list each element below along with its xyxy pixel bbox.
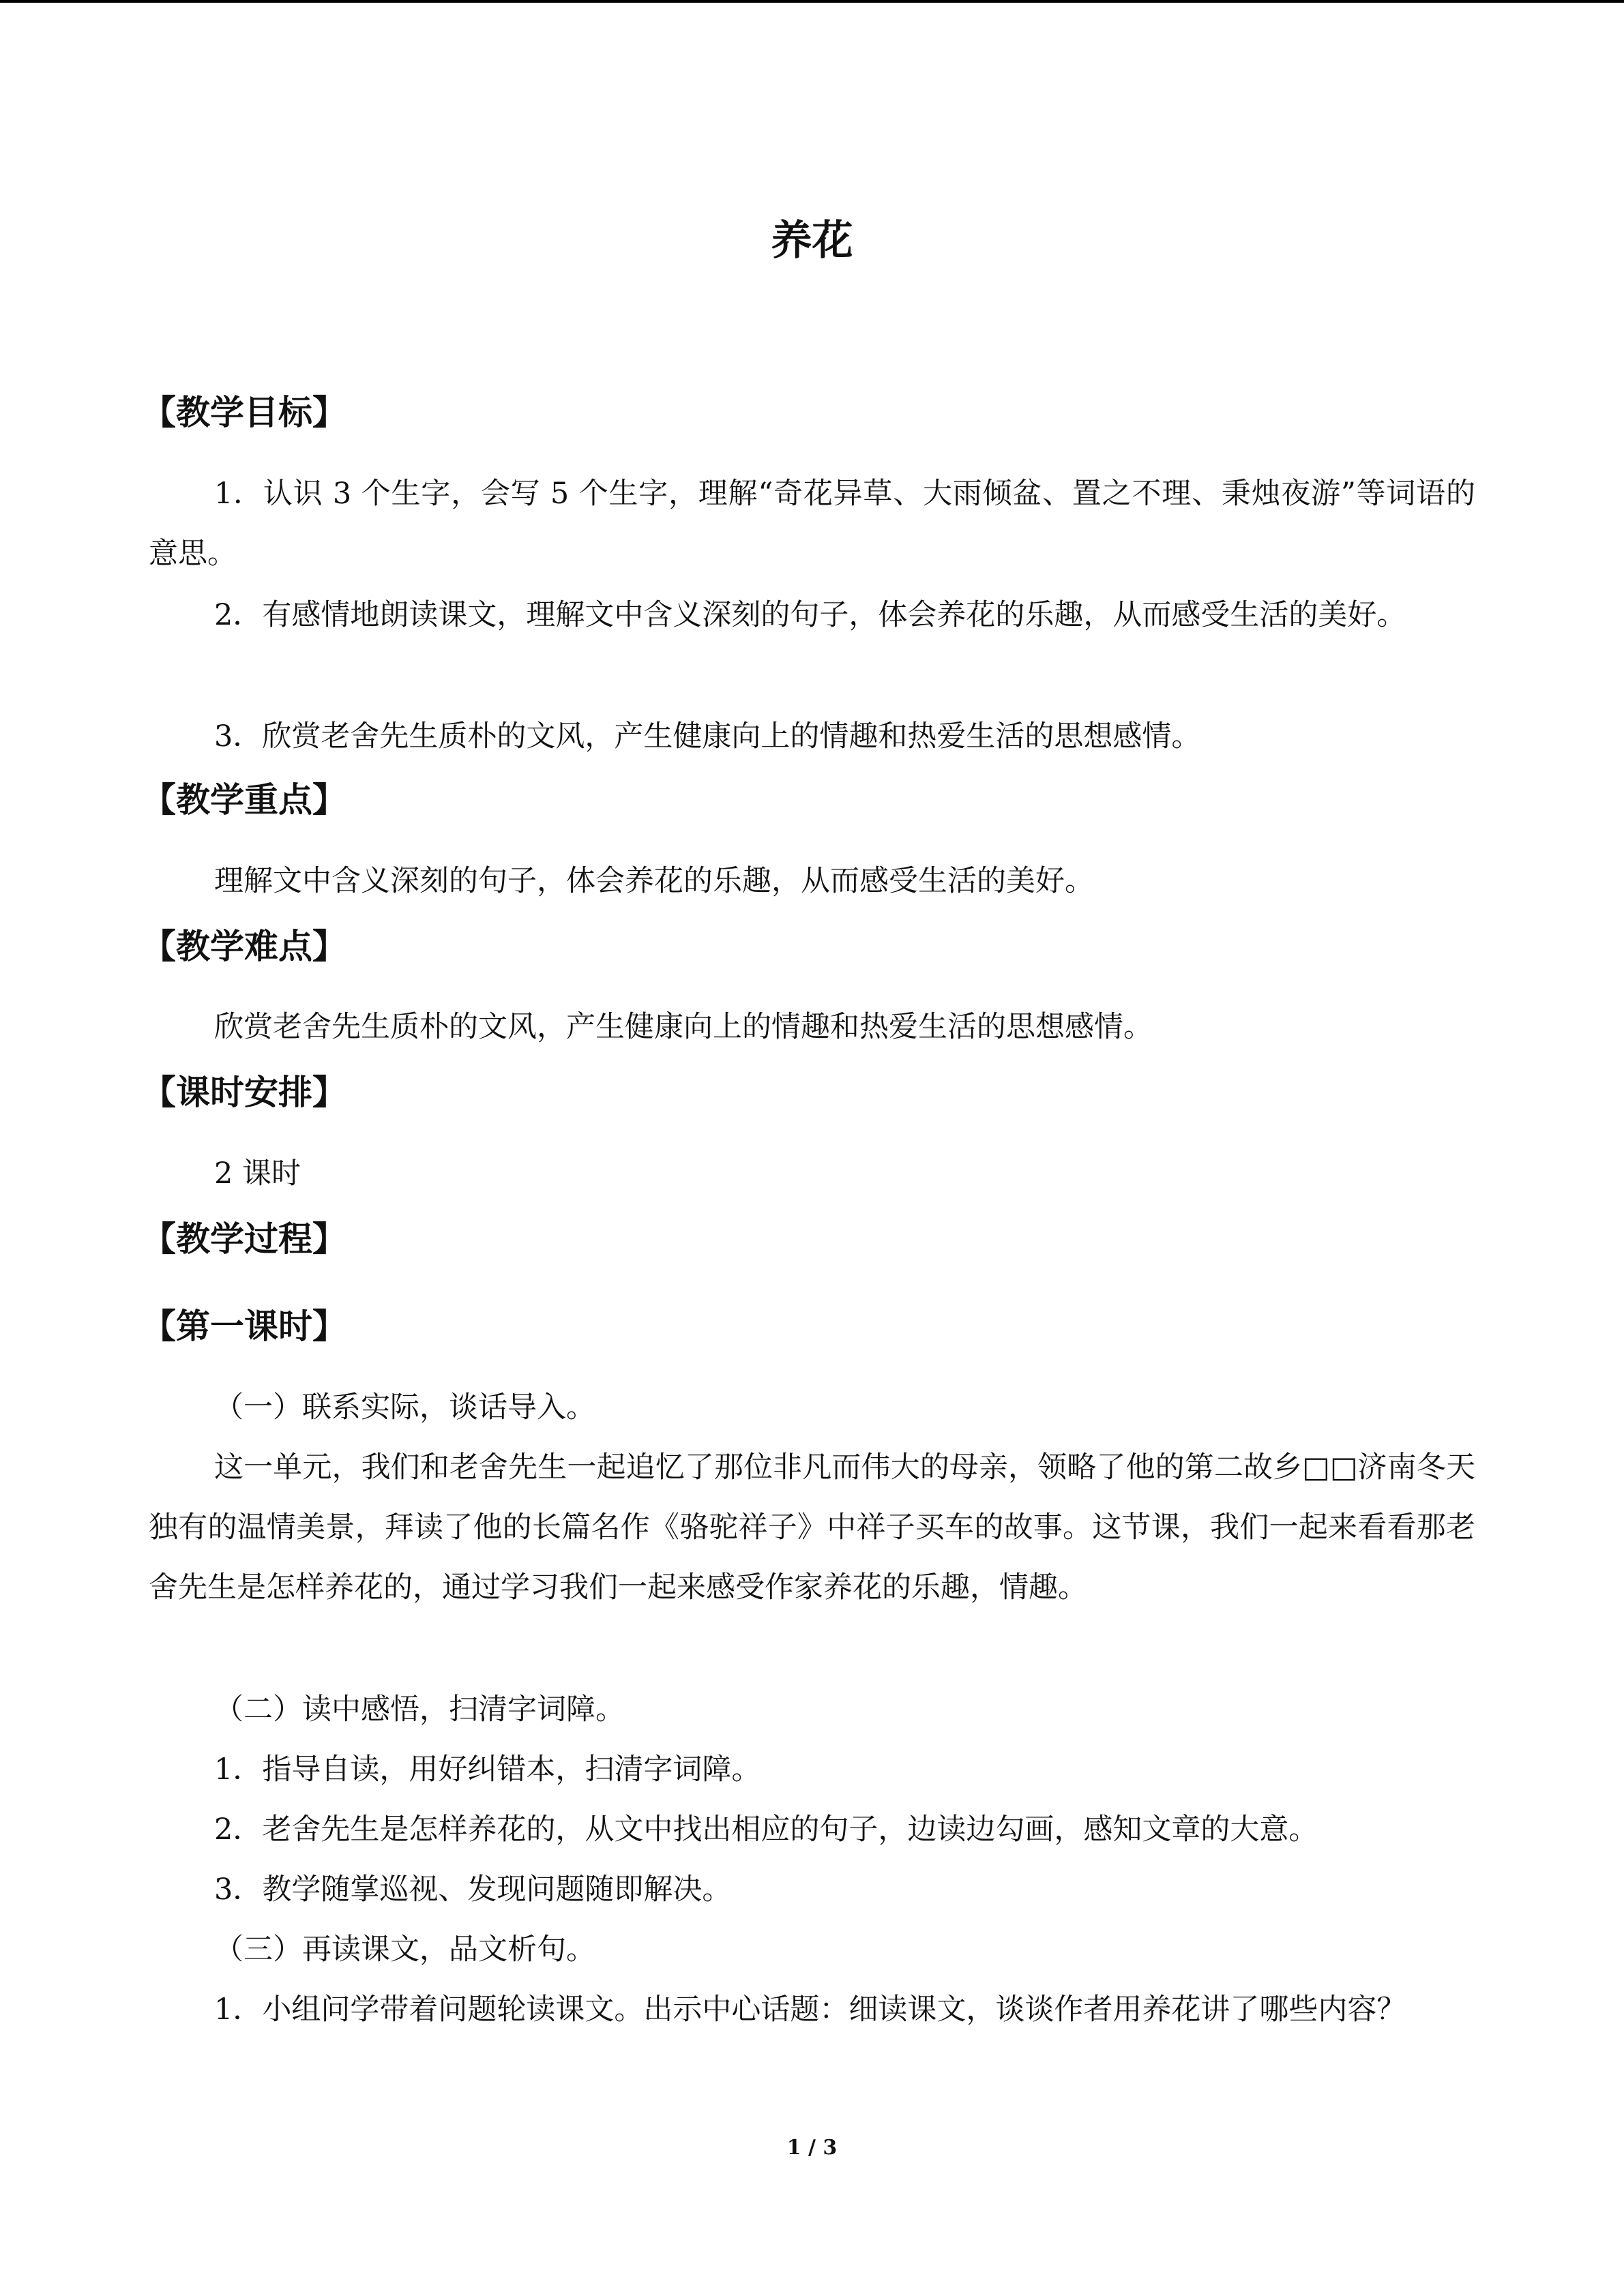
heading-lesson-one: 【第一课时】 [142,1307,346,1346]
lesson-step-2-item-2: 2．老舍先生是怎样养花的，从文中找出相应的句子，边读边勾画，感知文章的大意。 [214,1813,1318,1847]
heading-objectives: 【教学目标】 [142,393,346,432]
schedule-text: 2 课时 [214,1157,301,1191]
heading-key-points: 【教学重点】 [142,780,346,820]
lesson-step-2-item-3: 3．教学随掌巡视、发现问题随即解决。 [214,1873,732,1907]
document-title: 养花 [771,217,853,265]
objective-item-2: 2．有感情地朗读课文，理解文中含义深刻的句子，体会养花的乐趣，从而感受生活的美好。 [214,598,1406,632]
objective-item-1: 1．认识 3 个生字，会写 5 个生字，理解“奇花异草、大雨倾盆、置之不理、秉烛夜游”等词语的意思。 [149,477,1475,571]
key-points-text: 理解文中含义深刻的句子，体会养花的乐趣，从而感受生活的美好。 [214,864,1094,898]
lesson-step-3-item-1: 1．小组问学带着问题轮读课文。出示中心话题：细读课文，谈谈作者用养花讲了哪些内容？ [214,1993,1406,2027]
heading-difficulties: 【教学难点】 [142,927,346,966]
heading-schedule: 【课时安排】 [142,1073,346,1112]
objective-item-3: 3．欣赏老舍先生质朴的文风，产生健康向上的情趣和热爱生活的思想感情。 [214,719,1201,754]
lesson-step-2-title: （二）读中感悟，扫清字词障。 [214,1693,625,1727]
lesson-intro-paragraph: 这一单元，我们和老舍先生一起追忆了那位非凡而伟大的母亲，领略了他的第二故乡□□济南冬天独有的温情美景，拜读了他的长篇名作《骆驼祥子》中祥子买车的故事。这节课，我们一起来看看那老舍先生是怎样养花的，通过学习我们一起来感受作家养花的乐趣，情趣。 [149,1450,1475,1605]
lesson-step-2-item-1: 1．指导自读，用好纠错本，扫清字词障。 [214,1753,761,1787]
lesson-step-1-title: （一）联系实际，谈话导入。 [214,1390,595,1425]
page-number: 1 / 3 [786,2136,838,2160]
heading-process: 【教学过程】 [142,1219,346,1259]
difficulties-text: 欣赏老舍先生质朴的文风，产生健康向上的情趣和热爱生活的思想感情。 [214,1010,1153,1044]
lesson-step-3-title: （三）再读课文，品文析句。 [214,1933,595,1967]
